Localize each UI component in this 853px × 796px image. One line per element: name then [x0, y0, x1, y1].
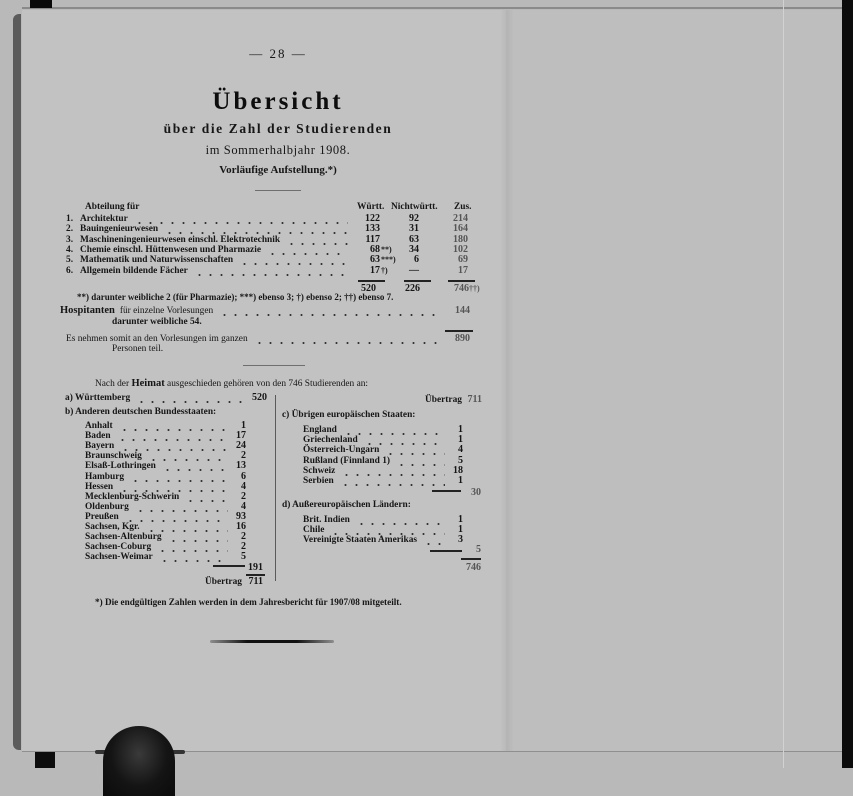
dept-name: Bauingenieurwesen [80, 224, 159, 235]
footnote-mark: †) [381, 265, 388, 275]
list-item [303, 425, 463, 435]
state-name: Baden [85, 431, 111, 442]
dept-values [352, 266, 482, 276]
dept-row [66, 214, 482, 224]
state-name: Sachsen-Weimar [85, 552, 153, 563]
value-wuertt: 68 [370, 243, 380, 255]
value-zus: 17 [458, 264, 468, 276]
state-value: 24 [236, 440, 246, 452]
hospitanten-text: für einzelne Vorlesungen [119, 306, 214, 316]
state-value: 4 [241, 500, 246, 512]
country-value: 18 [453, 464, 463, 476]
dot-leader [396, 456, 445, 466]
value-wuertt: 122 [365, 213, 380, 224]
state-value: 4 [241, 480, 246, 492]
heimat-c-label: c) Übrigen europäischen Staaten: [282, 410, 416, 420]
country-value: 4 [458, 444, 463, 456]
d-sum-rule [430, 550, 462, 552]
state-name: Braunschweig [85, 451, 142, 462]
state-value: 16 [236, 521, 246, 532]
dot-leader [119, 421, 228, 431]
attendance-value: 890 [455, 333, 470, 344]
list-item [85, 472, 246, 482]
value-wuertt: 63 [370, 254, 380, 266]
dept-row [66, 266, 482, 276]
dept-row [66, 235, 482, 245]
value-nichtwuertt: — [409, 264, 419, 276]
attendance-text-cont: Personen teil. [112, 344, 164, 354]
list-item [85, 482, 246, 492]
country-name: Brit. Indien [303, 515, 350, 525]
state-name: Sachsen-Coburg [85, 542, 152, 553]
scan-border-right [842, 0, 853, 768]
state-name: Bayern [85, 441, 115, 452]
footnote-mark: **) [381, 244, 392, 254]
list-item [85, 431, 246, 441]
country-value: 1 [458, 514, 463, 525]
scan-marker-top [30, 0, 52, 8]
heimat-intro-bold: Heimat [131, 378, 165, 389]
list-item [85, 451, 246, 461]
heimat-intro-post: ausgeschieden gehören von den 746 Studierenden an: [167, 379, 369, 389]
dept-footnote: **) darunter weibliche 2 (für Pharmazie); ***) ebenso 3; †) ebenso 2; ††) ebenso 7. [77, 292, 394, 302]
dot-leader [164, 224, 348, 234]
country-name: Chile [303, 525, 325, 535]
state-value: 6 [241, 470, 246, 482]
sum-rule-wuertt [358, 280, 385, 282]
dept-name: Maschineningenieurwesen einschl. Elektrotechnik [80, 234, 281, 245]
state-name: Mecklenburg-Schwerin [85, 491, 180, 502]
value-nichtwuertt: 34 [409, 243, 419, 255]
carry-top-value: 711 [467, 394, 482, 405]
list-item [85, 421, 246, 431]
scan-marker-bottom [35, 752, 55, 768]
total-zus: 746 [454, 283, 469, 294]
value-zus: 102 [453, 243, 468, 255]
top-page-edge [22, 7, 853, 9]
list-item [85, 542, 246, 552]
state-value: 13 [236, 460, 246, 472]
country-value: 1 [458, 424, 463, 435]
dot-leader [356, 515, 445, 525]
b-carry-label: Übertrag [205, 577, 242, 587]
sum-rule-zus [448, 280, 475, 282]
hospitanten-label: Hospitanten [60, 305, 115, 316]
list-item [303, 435, 463, 445]
heimat-intro-pre: Nach der [95, 379, 130, 389]
dot-leader [168, 532, 228, 542]
value-wuertt: 117 [365, 233, 380, 245]
dot-leader [157, 542, 228, 552]
dot-leader [162, 461, 228, 471]
country-value: 1 [458, 524, 463, 535]
dept-name: Chemie einschl. Hüttenwesen und Pharmazie [80, 244, 261, 255]
list-item [303, 476, 463, 486]
dot-leader [146, 522, 228, 532]
total-nichtwuertt: 226 [405, 283, 420, 294]
page-footnote: *) Die endgültigen Zahlen werden in dem Jahresbericht für 1907/08 mitgeteilt. [95, 597, 402, 607]
list-item [303, 466, 463, 476]
heimat-b-label: b) Anderen deutschen Bundesstaaten: [65, 407, 217, 417]
dept-name: Mathematik und Naturwissenschaften [80, 255, 234, 266]
country-value: 1 [458, 475, 463, 486]
country-value: 3 [458, 534, 463, 545]
provisional-note: Vorläufige Aufstellung.*) [219, 164, 337, 176]
dept-number: 1. [66, 214, 74, 224]
list-item [85, 532, 246, 542]
dot-leader [117, 431, 228, 441]
country-value: 5 [458, 454, 463, 466]
c-subtotal: 30 [471, 487, 481, 498]
dot-leader [159, 552, 228, 562]
dot-leader [135, 502, 228, 512]
dept-number: 3. [66, 234, 74, 245]
thumb-holding-page [103, 726, 175, 796]
heimat-d-label: d) Außereuropäischen Ländern: [282, 500, 411, 510]
dot-leader [254, 334, 442, 344]
dept-number: 6. [66, 265, 74, 276]
value-nichtwuertt: 63 [409, 233, 419, 245]
dot-leader [423, 535, 445, 545]
heimat-a-value: 520 [252, 392, 267, 403]
dot-leader [219, 306, 442, 316]
book-spine-edge [13, 14, 21, 750]
value-nichtwuertt: 92 [409, 213, 419, 224]
value-zus: 214 [453, 213, 468, 224]
value-wuertt: 133 [365, 223, 380, 235]
state-name: Anhalt [85, 421, 113, 431]
page-number: — 28 — [249, 46, 307, 61]
dot-leader [119, 482, 228, 492]
country-name: Österreich-Ungarn [303, 445, 380, 456]
heimat-a-label: a) Württemberg [65, 393, 131, 403]
state-value: 5 [241, 551, 246, 563]
hospitanten-women: darunter weibliche 54. [112, 317, 202, 327]
dept-row [66, 224, 482, 234]
dept-header-label: Abteilung für [85, 202, 140, 212]
dot-leader [120, 441, 228, 451]
state-name: Hamburg [85, 471, 125, 482]
dot-leader [185, 492, 228, 502]
dept-number: 2. [66, 224, 74, 235]
value-zus: 164 [453, 223, 468, 235]
grand-total-rule [461, 558, 481, 560]
grand-sum-rule [445, 330, 473, 332]
column-divider [275, 395, 276, 581]
state-name: Hessen [85, 481, 114, 492]
page-gutter [500, 10, 514, 752]
header-divider [255, 190, 301, 191]
value-nichtwuertt: 6 [414, 254, 419, 266]
dept-values [352, 224, 482, 234]
list-item [303, 456, 463, 466]
list-item [303, 525, 463, 535]
col-header-wuertt: Württ. [357, 202, 385, 212]
dot-leader [125, 512, 228, 522]
dot-leader [330, 525, 445, 535]
b-carry-value: 711 [248, 576, 263, 587]
list-item [85, 461, 246, 471]
dept-name: Allgemein bildende Fächer [80, 265, 188, 276]
attendance-text: Es nehmen somit an den Vorlesungen im ganzen [66, 334, 248, 344]
country-name: Schweiz [303, 465, 336, 476]
dept-row [66, 245, 482, 255]
page-subtitle: über die Zahl der Studierenden [163, 121, 393, 136]
state-name: Elsaß-Lothringen [85, 461, 156, 472]
dot-leader [341, 466, 445, 476]
value-zus: 180 [453, 233, 468, 245]
dot-leader [343, 425, 445, 435]
value-nichtwuertt: 31 [409, 223, 419, 235]
heimat-grand-total: 746 [466, 562, 481, 573]
list-item [85, 522, 246, 532]
heimat-intro [95, 379, 368, 389]
b-sum-rule [213, 565, 245, 567]
dot-leader [136, 393, 245, 403]
dot-leader [286, 235, 348, 245]
list-item [303, 515, 463, 525]
country-value: 1 [458, 434, 463, 446]
dot-leader [239, 255, 348, 265]
dot-leader [340, 476, 445, 486]
dept-values [352, 255, 482, 265]
dot-leader [148, 451, 228, 461]
list-item [303, 445, 463, 455]
page-title: Übersicht [212, 88, 344, 115]
section-divider [243, 365, 305, 366]
value-wuertt: 17 [370, 264, 380, 276]
dept-name: Architektur [80, 214, 128, 224]
b-subtotal: 191 [248, 562, 263, 573]
col-header-nichtwuertt: Nichtwürtt. [391, 202, 438, 212]
list-item [303, 535, 463, 545]
heimat-a-row [65, 393, 267, 403]
state-value: 17 [236, 430, 246, 442]
dept-number: 5. [66, 255, 74, 266]
d-subtotal: 5 [476, 544, 481, 555]
state-value: 1 [241, 420, 246, 431]
state-name: Oldenburg [85, 501, 129, 512]
list-item [85, 512, 246, 522]
state-name: Sachsen-Altenburg [85, 532, 162, 543]
hospitanten-value: 144 [455, 305, 470, 316]
semester-line: im Sommerhalbjahr 1908. [205, 143, 351, 157]
c-sum-rule [432, 490, 461, 492]
country-name: Rußland (Finnland 1) [303, 455, 391, 466]
state-value: 2 [241, 490, 246, 502]
list-item [85, 502, 246, 512]
right-page-blank [506, 10, 842, 752]
state-name: Preußen [85, 511, 119, 522]
list-item [85, 492, 246, 502]
value-zus: 69 [458, 254, 468, 266]
country-name: Griechenland [303, 435, 358, 446]
total-wuertt: 520 [361, 283, 376, 294]
state-value: 2 [241, 541, 246, 553]
ornamental-rule [210, 640, 334, 643]
col-header-zus: Zus. [454, 202, 472, 212]
dot-leader [267, 245, 348, 255]
dot-leader [194, 266, 348, 276]
dot-leader [130, 472, 228, 482]
hospitanten-row [60, 306, 470, 316]
state-value: 2 [241, 531, 246, 543]
dept-row [66, 255, 482, 265]
country-name: England [303, 425, 337, 435]
scan-artifact-line [783, 0, 784, 768]
country-name: Serbien [303, 476, 334, 486]
list-item [85, 552, 246, 562]
state-name: Sachsen, Kgr. [85, 522, 140, 532]
country-name: Vereinigte Staaten Amerikas [303, 535, 418, 545]
dot-leader [364, 435, 445, 445]
footnote-mark: ***) [381, 255, 396, 265]
dot-leader [134, 214, 348, 224]
state-value: 93 [236, 510, 246, 522]
total-zus-mark: ††) [469, 284, 480, 293]
sum-rule-nichtwuertt [404, 280, 431, 282]
dot-leader [385, 445, 445, 455]
carry-top-label: Übertrag [425, 395, 462, 405]
list-item [85, 441, 246, 451]
attendance-row [66, 334, 470, 344]
dept-number: 4. [66, 244, 74, 255]
state-value: 2 [241, 450, 246, 462]
